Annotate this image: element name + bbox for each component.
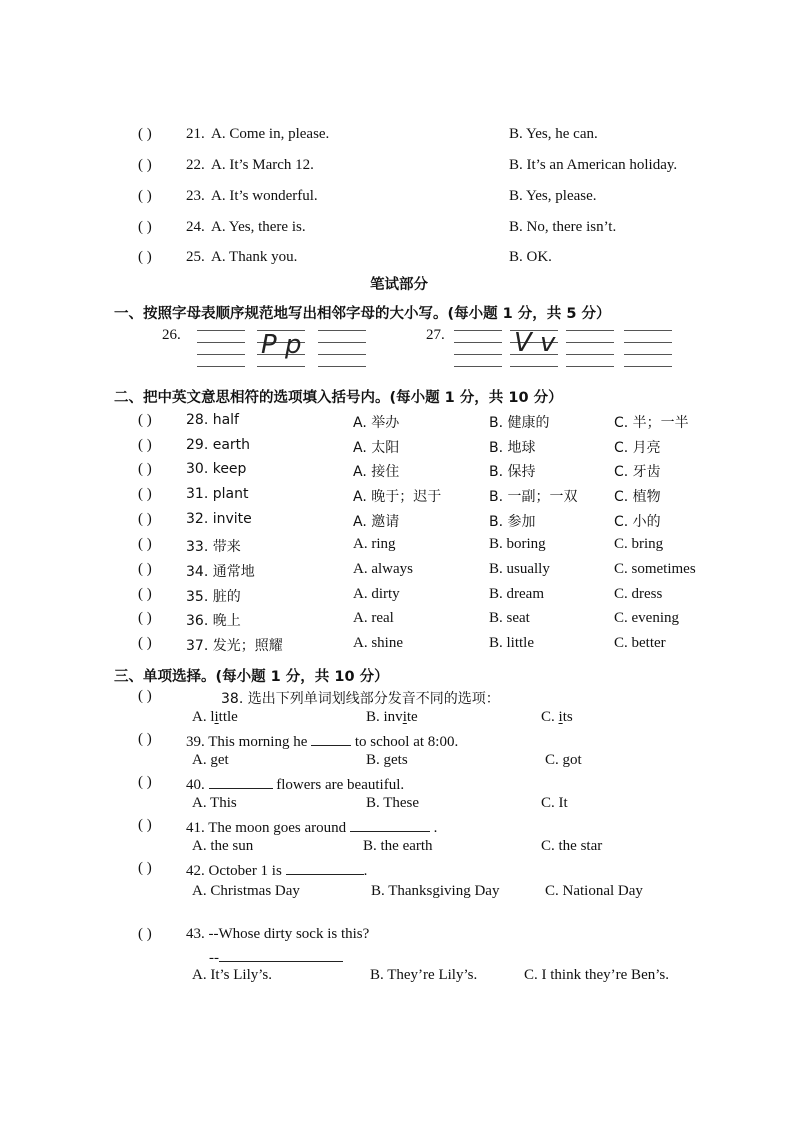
option-b-43: B. They’re Lily’s. bbox=[370, 967, 478, 983]
answer-paren[interactable]: ( ) bbox=[138, 536, 152, 552]
answer-paren[interactable]: ( ) bbox=[138, 610, 152, 626]
blank-42[interactable] bbox=[286, 860, 364, 875]
answer-prefix: -- bbox=[209, 950, 219, 966]
answer-paren-21[interactable]: ( ) bbox=[138, 126, 152, 142]
matching-question: 33. 带来 bbox=[186, 539, 241, 555]
matching-question: 29. earth bbox=[186, 437, 251, 453]
answer-paren[interactable]: ( ) bbox=[138, 437, 152, 453]
option-b-22: B. It’s an American holiday. bbox=[509, 157, 678, 173]
stem-text: . bbox=[363, 863, 368, 879]
matching-option-a: A. dirty bbox=[353, 586, 400, 602]
blank-41[interactable] bbox=[350, 817, 430, 832]
answer-paren-25[interactable]: ( ) bbox=[138, 249, 152, 265]
stem-text: to school at 8:00. bbox=[354, 734, 459, 750]
matching-option-c: C. evening bbox=[614, 610, 679, 626]
matching-option-a: A. real bbox=[353, 610, 394, 626]
section-2-heading: 二、把中英文意思相符的选项填入括号内。(每小题 1 分，共 10 分） bbox=[114, 390, 563, 406]
section-3-heading: 三、单项选择。(每小题 1 分，共 10 分） bbox=[114, 669, 389, 685]
question-number-27: 27. bbox=[426, 327, 445, 343]
option-a-39: A. get bbox=[192, 752, 229, 768]
matching-option-c: C. better bbox=[614, 635, 666, 651]
matching-option-b: B. 一副；一双 bbox=[489, 489, 578, 505]
answer-paren[interactable]: ( ) bbox=[138, 412, 152, 428]
matching-option-b: B. 保持 bbox=[489, 464, 536, 480]
matching-option-c: C. 月亮 bbox=[614, 440, 661, 456]
matching-option-b: B. seat bbox=[489, 610, 530, 626]
option-b-24: B. No, there isn’t. bbox=[509, 219, 617, 235]
question-number-25: 25. bbox=[186, 249, 205, 265]
question-number-21: 21. bbox=[186, 126, 205, 142]
stem-text: 39. This morning he bbox=[186, 734, 308, 750]
matching-option-c: C. 半；一半 bbox=[614, 415, 689, 431]
option-c-40: C. It bbox=[541, 795, 568, 811]
option-a-41: A. the sun bbox=[192, 838, 254, 854]
matching-question: 30. keep bbox=[186, 461, 247, 477]
option-text: te bbox=[406, 709, 418, 725]
matching-option-b: B. boring bbox=[489, 536, 546, 552]
question-number-26: 26. bbox=[162, 327, 181, 343]
writing-lines-26c[interactable] bbox=[318, 330, 366, 366]
stem-text: flowers are beautiful. bbox=[276, 777, 405, 793]
matching-option-a: A. ring bbox=[353, 536, 396, 552]
answer-paren-22[interactable]: ( ) bbox=[138, 157, 152, 173]
matching-option-c: C. 植物 bbox=[614, 489, 661, 505]
answer-paren-24[interactable]: ( ) bbox=[138, 219, 152, 235]
underlined-letter: i bbox=[558, 709, 563, 725]
stem-text: 40. bbox=[186, 777, 205, 793]
matching-option-b: B. 地球 bbox=[489, 440, 536, 456]
answer-paren-43[interactable]: ( ) bbox=[138, 926, 152, 942]
written-part-title: 笔试部分 bbox=[370, 277, 428, 293]
answer-paren-41[interactable]: ( ) bbox=[138, 817, 152, 833]
stem-text: 42. October 1 is bbox=[186, 863, 282, 879]
option-a-22: A. It’s March 12. bbox=[211, 157, 314, 173]
matching-question: 31. plant bbox=[186, 486, 249, 502]
matching-option-a: A. 举办 bbox=[353, 415, 400, 431]
option-b-25: B. OK. bbox=[509, 249, 552, 265]
matching-option-c: C. 牙齿 bbox=[614, 464, 661, 480]
option-a-42: A. Christmas Day bbox=[192, 883, 300, 899]
matching-question: 34. 通常地 bbox=[186, 564, 255, 580]
question-stem-43: 43. --Whose dirty sock is this? bbox=[186, 926, 370, 942]
matching-option-b: B. 参加 bbox=[489, 514, 536, 530]
option-b-41: B. the earth bbox=[363, 838, 433, 854]
answer-paren-39[interactable]: ( ) bbox=[138, 731, 152, 747]
matching-question: 32. invite bbox=[186, 511, 252, 527]
question-stem-38: 38. 选出下列单词划线部分发音不同的选项： bbox=[221, 691, 500, 707]
question-stem-40 bbox=[186, 774, 404, 794]
question-number-22: 22. bbox=[186, 157, 205, 173]
option-a-43: A. It’s Lily’s. bbox=[192, 967, 273, 983]
option-a-23: A. It’s wonderful. bbox=[211, 188, 318, 204]
stem-text: . bbox=[433, 820, 438, 836]
answer-paren[interactable]: ( ) bbox=[138, 511, 152, 527]
option-c-43: C. I think they’re Ben’s. bbox=[524, 967, 669, 983]
option-c-38 bbox=[541, 709, 573, 726]
writing-lines-27c[interactable] bbox=[566, 330, 614, 366]
handwritten-letters-26: P p bbox=[261, 330, 302, 360]
matching-option-a: A. shine bbox=[353, 635, 403, 651]
matching-question: 37. 发光；照耀 bbox=[186, 638, 283, 654]
option-a-24: A. Yes, there is. bbox=[211, 219, 306, 235]
underlined-letter: i bbox=[402, 709, 407, 725]
option-b-38 bbox=[366, 709, 418, 726]
option-text: ts bbox=[562, 709, 573, 725]
option-a-25: A. Thank you. bbox=[211, 249, 298, 265]
option-text: B. inv bbox=[366, 709, 403, 725]
matching-option-b: B. 健康的 bbox=[489, 415, 550, 431]
blank-39[interactable] bbox=[311, 731, 351, 746]
matching-option-a: A. 邀请 bbox=[353, 514, 400, 530]
option-b-39: B. gets bbox=[366, 752, 408, 768]
option-text: C. bbox=[541, 709, 559, 725]
answer-paren[interactable]: ( ) bbox=[138, 461, 152, 477]
stem-text: 41. The moon goes around bbox=[186, 820, 347, 836]
option-a-21: A. Come in, please. bbox=[211, 126, 330, 142]
option-c-41: C. the star bbox=[541, 838, 603, 854]
answer-paren[interactable]: ( ) bbox=[138, 586, 152, 602]
option-a-40: A. This bbox=[192, 795, 237, 811]
question-stem-39 bbox=[186, 731, 458, 751]
matching-option-b: B. little bbox=[489, 635, 534, 651]
question-stem-41 bbox=[186, 817, 437, 837]
answer-paren-42[interactable]: ( ) bbox=[138, 860, 152, 876]
matching-option-a: A. always bbox=[353, 561, 413, 577]
blank-40[interactable] bbox=[209, 774, 273, 789]
matching-option-b: B. usually bbox=[489, 561, 550, 577]
answer-paren[interactable]: ( ) bbox=[138, 635, 152, 651]
answer-line-43[interactable] bbox=[209, 947, 343, 967]
answer-paren-40[interactable]: ( ) bbox=[138, 774, 152, 790]
matching-option-a: A. 太阳 bbox=[353, 440, 400, 456]
answer-paren-23[interactable]: ( ) bbox=[138, 188, 152, 204]
writing-lines-27d[interactable] bbox=[624, 330, 672, 366]
matching-question: 36. 晚上 bbox=[186, 613, 241, 629]
question-number-24: 24. bbox=[186, 219, 205, 235]
option-text: ttle bbox=[218, 709, 238, 725]
option-text: A. l bbox=[192, 709, 215, 725]
option-b-42: B. Thanksgiving Day bbox=[371, 883, 500, 899]
option-b-23: B. Yes, please. bbox=[509, 188, 597, 204]
matching-option-c: C. sometimes bbox=[614, 561, 696, 577]
matching-option-a: A. 晚于；迟于 bbox=[353, 489, 442, 505]
blank-43[interactable] bbox=[219, 947, 343, 962]
question-stem-42 bbox=[186, 860, 367, 880]
writing-lines-26a[interactable] bbox=[197, 330, 245, 366]
writing-lines-27a[interactable] bbox=[454, 330, 502, 366]
matching-option-a: A. 接住 bbox=[353, 464, 400, 480]
option-b-40: B. These bbox=[366, 795, 420, 811]
answer-paren[interactable]: ( ) bbox=[138, 561, 152, 577]
answer-paren-38[interactable]: ( ) bbox=[138, 688, 152, 704]
matching-question: 35. 脏的 bbox=[186, 589, 241, 605]
option-c-39: C. got bbox=[545, 752, 582, 768]
option-c-42: C. National Day bbox=[545, 883, 643, 899]
section-1-heading: 一、按照字母表顺序规范地写出相邻字母的大小写。(每小题 1 分，共 5 分） bbox=[114, 306, 611, 322]
underlined-letter: i bbox=[214, 709, 219, 725]
handwritten-letters-27: V v bbox=[514, 328, 556, 358]
matching-option-c: C. dress bbox=[614, 586, 663, 602]
option-a-38 bbox=[192, 709, 238, 726]
matching-question: 28. half bbox=[186, 412, 239, 428]
option-b-21: B. Yes, he can. bbox=[509, 126, 598, 142]
matching-option-c: C. 小的 bbox=[614, 514, 661, 530]
question-number-23: 23. bbox=[186, 188, 205, 204]
answer-paren[interactable]: ( ) bbox=[138, 486, 152, 502]
matching-option-b: B. dream bbox=[489, 586, 544, 602]
matching-option-c: C. bring bbox=[614, 536, 664, 552]
